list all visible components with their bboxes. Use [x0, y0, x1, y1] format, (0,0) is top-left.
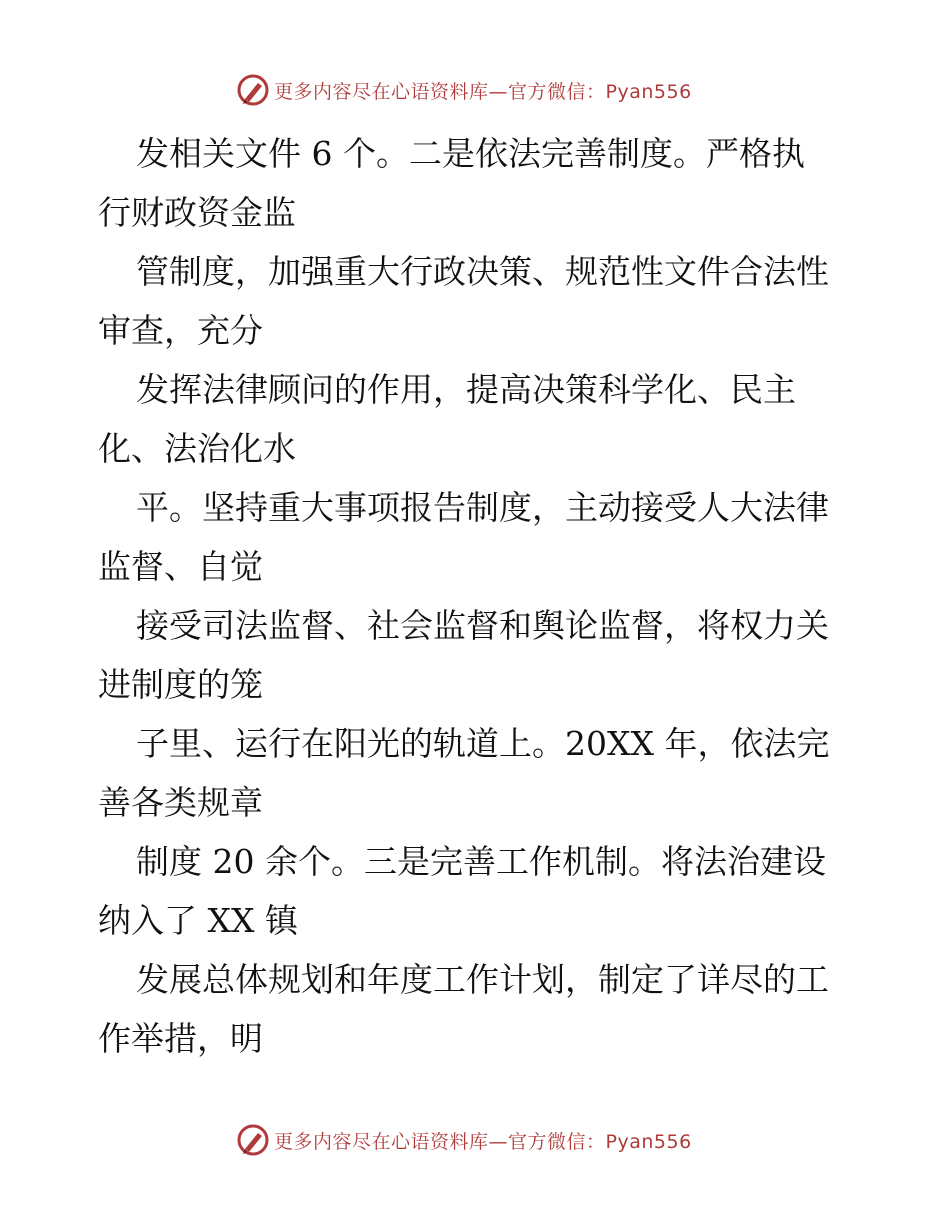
- paragraph-3: [98, 360, 858, 478]
- line: 进制度的笼: [98, 665, 263, 704]
- paragraph-8: [98, 950, 858, 1068]
- paragraph-4: [98, 478, 858, 596]
- line: 平。坚持重大事项报告制度，主动接受人大法律: [136, 488, 829, 527]
- pen-logo-icon: [236, 73, 270, 107]
- paragraph-7: [98, 832, 858, 950]
- line: 发相关文件 6 个。二是依法完善制度。严格执: [136, 134, 805, 173]
- line: 发展总体规划和年度工作计划，制定了详尽的工: [136, 960, 829, 999]
- header-banner: [236, 72, 692, 108]
- banner-text: 更多内容尽在心语资料库—官方微信：Pyan556: [274, 80, 692, 103]
- line: 管制度，加强重大行政决策、规范性文件合法性: [136, 252, 829, 291]
- line: 监督、自觉: [98, 547, 263, 586]
- line: 行财政资金监: [98, 193, 296, 232]
- document-body: [98, 124, 858, 1068]
- line: 制度 20 余个。三是完善工作机制。将法治建设: [136, 842, 826, 881]
- footer-banner: [236, 1122, 692, 1158]
- line: 化、法治化水: [98, 429, 296, 468]
- pen-logo-icon: [236, 1123, 270, 1157]
- line: 作举措，明: [98, 1019, 263, 1058]
- banner-text: 更多内容尽在心语资料库—官方微信：Pyan556: [274, 1130, 692, 1153]
- line: 子里、运行在阳光的轨道上。20XX 年，依法完: [136, 724, 830, 763]
- line: 善各类规章: [98, 783, 263, 822]
- paragraph-6: [98, 714, 858, 832]
- paragraph-1: [98, 124, 858, 242]
- paragraph-2: [98, 242, 858, 360]
- line: 审查，充分: [98, 311, 263, 350]
- line: 接受司法监督、社会监督和舆论监督，将权力关: [136, 606, 829, 645]
- line: 纳入了 XX 镇: [98, 901, 298, 940]
- line: 发挥法律顾问的作用，提高决策科学化、民主: [136, 370, 796, 409]
- paragraph-5: [98, 596, 858, 714]
